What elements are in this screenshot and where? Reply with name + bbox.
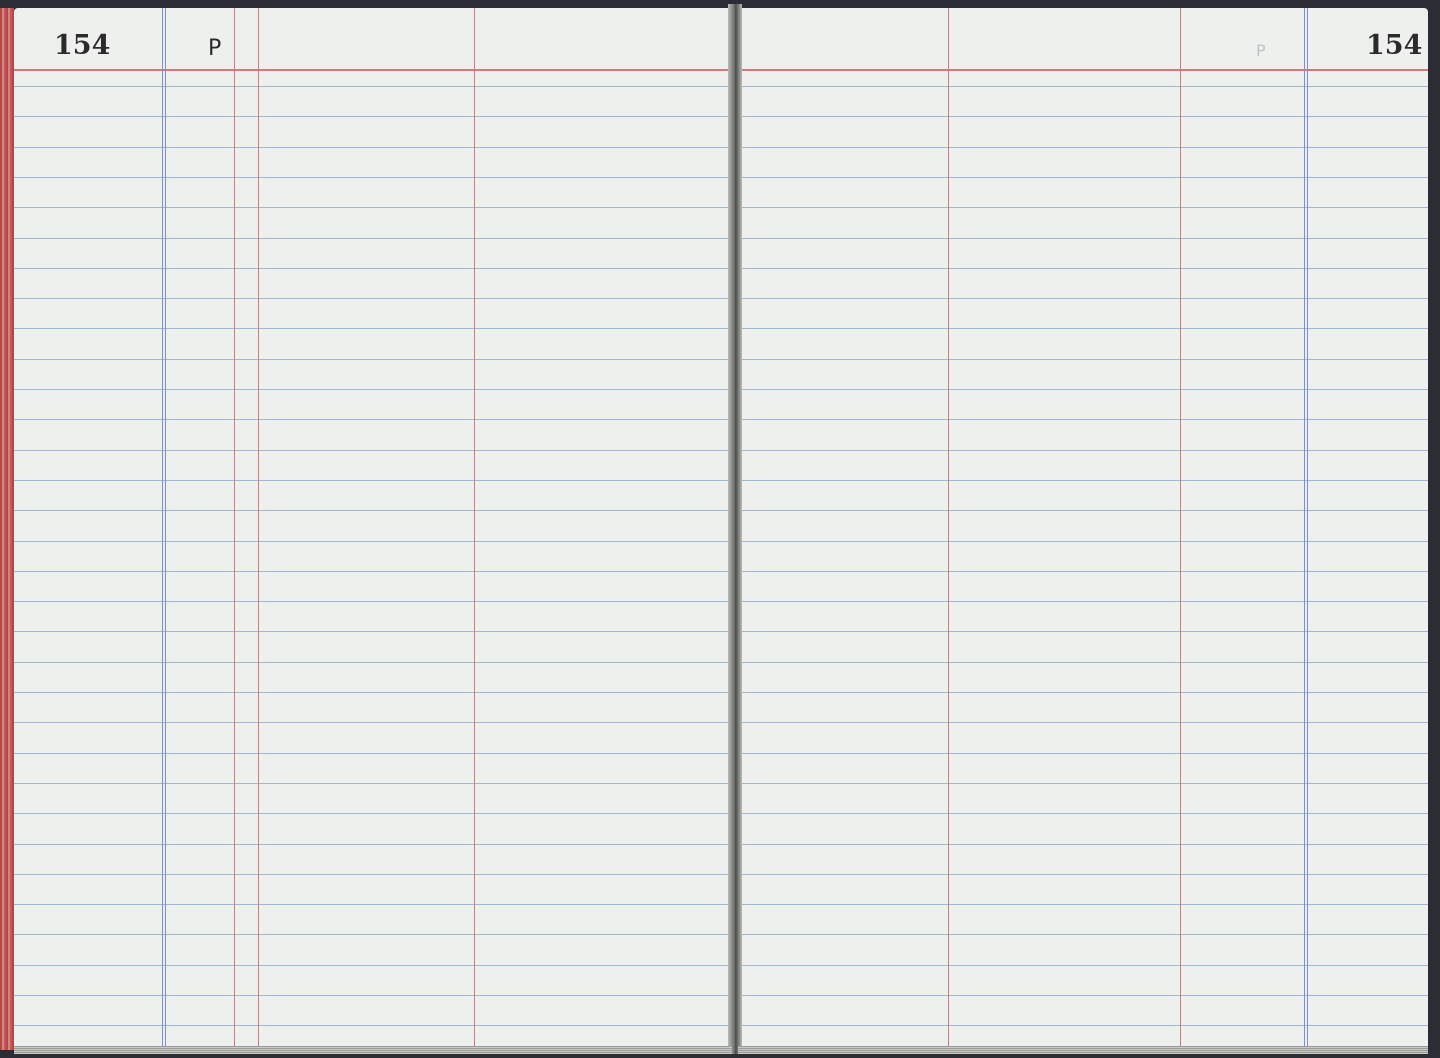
ruled-line bbox=[738, 1025, 1428, 1026]
ruled-line bbox=[14, 450, 732, 451]
ruled-line bbox=[738, 450, 1428, 451]
ruled-line bbox=[738, 844, 1428, 845]
ruled-line bbox=[14, 692, 732, 693]
ruled-line bbox=[14, 1025, 732, 1026]
ruled-line bbox=[14, 844, 732, 845]
ruled-line bbox=[738, 177, 1428, 178]
index-letter-ghost: P bbox=[1256, 41, 1266, 60]
ruled-line bbox=[14, 904, 732, 905]
ruled-line bbox=[738, 874, 1428, 875]
ruled-line bbox=[14, 995, 732, 996]
ruled-line bbox=[738, 268, 1428, 269]
ruled-line bbox=[738, 722, 1428, 723]
ruled-line bbox=[738, 419, 1428, 420]
ruled-line bbox=[738, 662, 1428, 663]
column-rule bbox=[258, 8, 259, 1050]
ruled-line bbox=[14, 419, 732, 420]
ruled-line bbox=[14, 177, 732, 178]
ruled-line bbox=[738, 965, 1428, 966]
ruled-line bbox=[14, 571, 732, 572]
ruled-line bbox=[738, 692, 1428, 693]
page-bottom-edge bbox=[14, 1046, 732, 1054]
ruled-line bbox=[738, 147, 1428, 148]
book-gutter bbox=[728, 4, 742, 1054]
ruled-line bbox=[14, 510, 732, 511]
ruled-line bbox=[14, 965, 732, 966]
ruled-line bbox=[14, 722, 732, 723]
ruled-line bbox=[14, 662, 732, 663]
right-page bbox=[738, 8, 1428, 1050]
ruled-line bbox=[14, 631, 732, 632]
ruled-line bbox=[14, 207, 732, 208]
ruled-line bbox=[738, 238, 1428, 239]
ruled-line bbox=[14, 541, 732, 542]
ruled-line bbox=[738, 510, 1428, 511]
page-edge bbox=[0, 8, 14, 1050]
page-bottom-edge bbox=[738, 1046, 1428, 1054]
ruled-line bbox=[14, 268, 732, 269]
ruled-line bbox=[14, 238, 732, 239]
ruled-line bbox=[14, 147, 732, 148]
column-rule bbox=[162, 8, 166, 1050]
ruled-line bbox=[738, 601, 1428, 602]
ruled-line bbox=[738, 86, 1428, 87]
ruled-line bbox=[14, 934, 732, 935]
ruled-line bbox=[738, 813, 1428, 814]
ruled-line bbox=[738, 541, 1428, 542]
ruled-line bbox=[14, 389, 732, 390]
ruled-line bbox=[14, 116, 732, 117]
ruled-line bbox=[738, 116, 1428, 117]
ruled-line bbox=[738, 904, 1428, 905]
index-letter: P bbox=[208, 36, 222, 61]
ruled-line bbox=[738, 753, 1428, 754]
ruled-line bbox=[738, 207, 1428, 208]
ruled-line bbox=[738, 480, 1428, 481]
left-page bbox=[14, 8, 732, 1050]
ruled-line bbox=[14, 783, 732, 784]
ruled-line bbox=[738, 359, 1428, 360]
column-rule bbox=[234, 8, 235, 1050]
ruled-line bbox=[14, 359, 732, 360]
ruled-line bbox=[14, 874, 732, 875]
ruled-line bbox=[738, 934, 1428, 935]
ruled-line bbox=[14, 328, 732, 329]
ruled-line bbox=[738, 69, 1428, 71]
column-rule bbox=[474, 8, 475, 1050]
column-rule bbox=[948, 8, 949, 1050]
ruled-line bbox=[738, 571, 1428, 572]
page-number: 154 bbox=[1366, 30, 1423, 61]
column-rule bbox=[1304, 8, 1308, 1050]
ruled-line bbox=[14, 480, 732, 481]
ruled-line bbox=[14, 753, 732, 754]
page-number: 154 bbox=[54, 30, 111, 61]
ruled-line bbox=[14, 69, 732, 71]
ruled-line bbox=[738, 995, 1428, 996]
ruled-line bbox=[14, 813, 732, 814]
ruled-line bbox=[738, 328, 1428, 329]
ruled-line bbox=[738, 389, 1428, 390]
ruled-line bbox=[14, 298, 732, 299]
ruled-line bbox=[14, 601, 732, 602]
column-rule bbox=[1180, 8, 1181, 1050]
ruled-line bbox=[738, 783, 1428, 784]
ruled-line bbox=[738, 298, 1428, 299]
ruled-line bbox=[738, 631, 1428, 632]
ruled-line bbox=[14, 86, 732, 87]
